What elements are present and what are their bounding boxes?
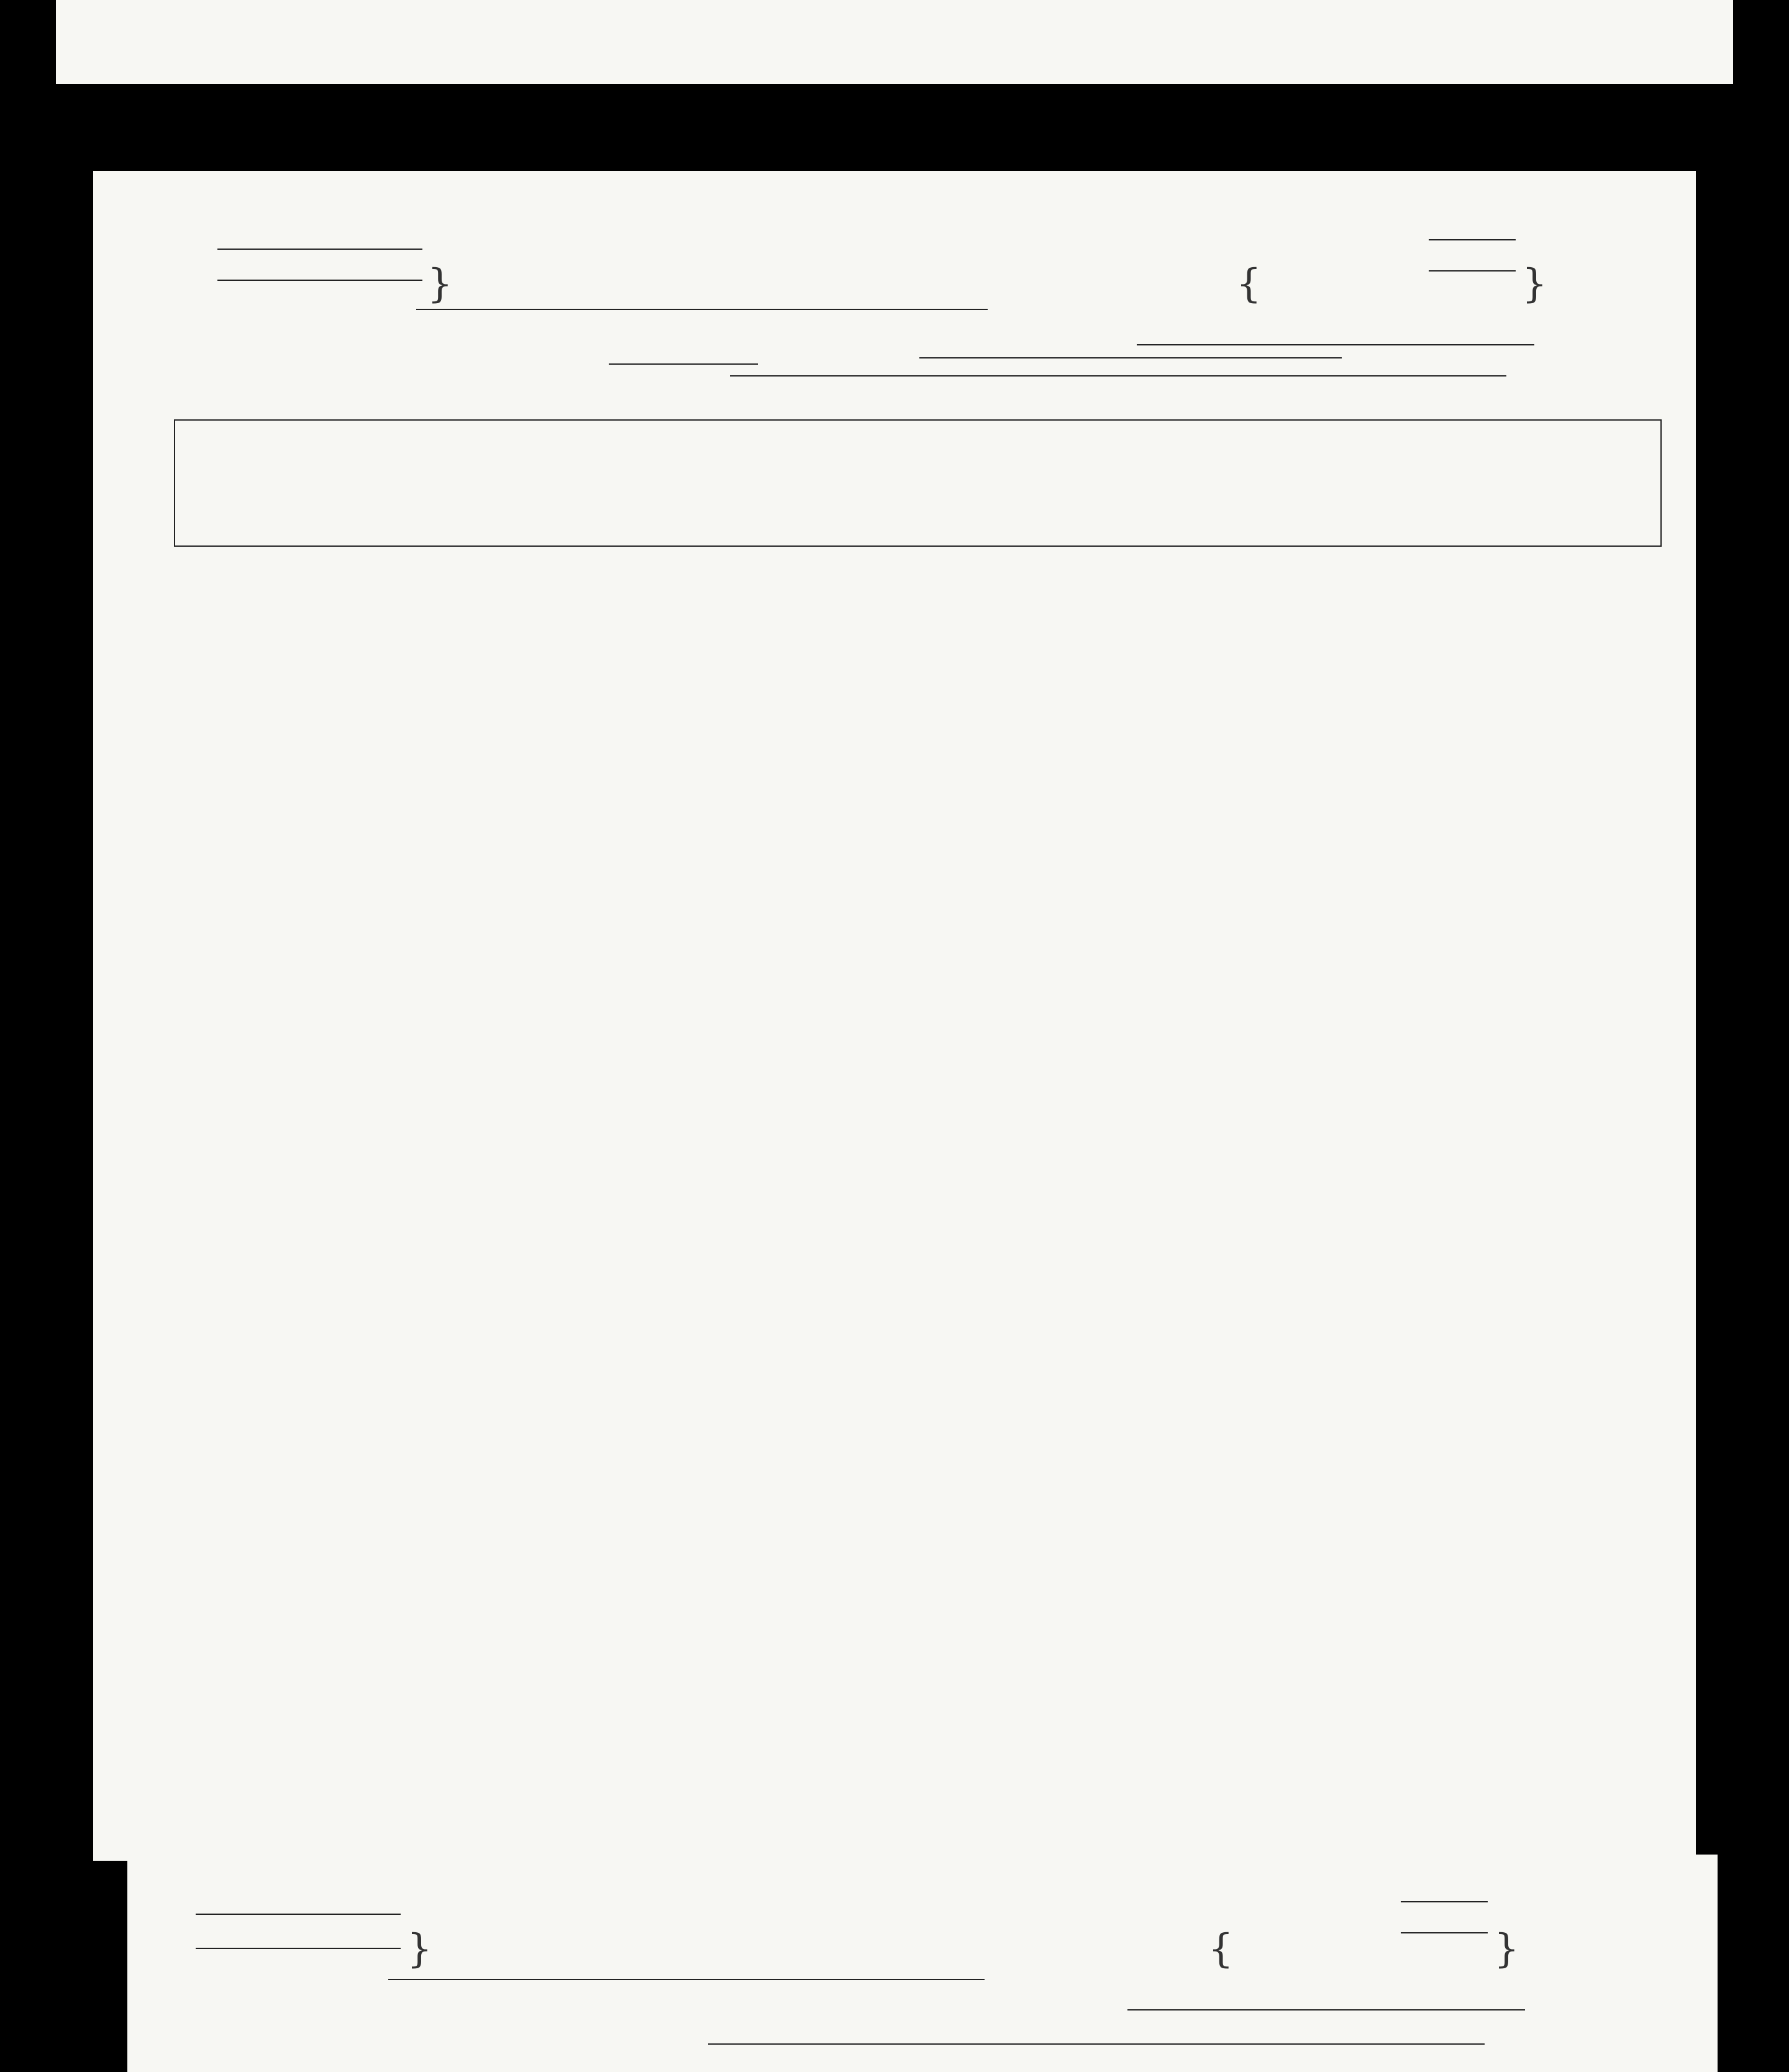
enumeration-district-value (1429, 270, 1516, 272)
brace: } (1522, 261, 1547, 307)
incorporated-line (730, 360, 1506, 377)
marital-header (676, 439, 696, 532)
census-sheet-2B (93, 171, 1696, 1861)
enumeration-district-value (1401, 1932, 1488, 1933)
brace: { (1236, 261, 1262, 307)
brace: } (427, 261, 453, 307)
free-mortgaged-header (1480, 439, 1503, 532)
owned-rented-header (1456, 439, 1480, 532)
farm-schedule-header (1527, 439, 1564, 532)
brace: { (1208, 1926, 1234, 1972)
county-value (196, 1948, 401, 1949)
institution-line (1127, 1994, 1525, 2010)
age-header (655, 439, 675, 532)
state-value (196, 1914, 401, 1915)
months-not-employed-header (1324, 439, 1349, 532)
farm-house-header (1503, 439, 1527, 532)
naturalization-header (1142, 439, 1168, 532)
incorporated-line (708, 2029, 1485, 2045)
can-read-header (1377, 439, 1401, 532)
sex-header (553, 445, 571, 532)
enumeration-day (609, 363, 758, 365)
enumerator-name (919, 357, 1342, 358)
brace: } (1494, 1926, 1519, 1972)
house-number-header (198, 464, 222, 532)
previous-sheet-fragment (56, 0, 1733, 84)
years-married-header (697, 439, 716, 532)
mother-of-header (716, 439, 733, 532)
county-value (217, 280, 422, 281)
institution-line (1137, 329, 1534, 345)
immigration-year-header (1090, 439, 1116, 532)
township-value (416, 309, 988, 310)
state-value (217, 249, 422, 250)
can-speak-english-header (1429, 439, 1454, 532)
dwelling-number-header (222, 439, 247, 532)
census-sheet-3A (127, 1855, 1718, 2072)
years-in-us-header (1116, 439, 1142, 532)
attended-school-header (1350, 439, 1375, 532)
color-header (534, 445, 553, 532)
family-number-header (247, 439, 271, 532)
column-header-band (174, 419, 1662, 547)
brace: } (407, 1926, 432, 1972)
supervisor-district-value (1401, 1901, 1488, 1902)
street-header (175, 464, 198, 532)
supervisor-district-value (1429, 239, 1516, 240)
township-value (388, 1979, 985, 1980)
can-write-header (1403, 439, 1427, 532)
children-living-header (733, 439, 750, 532)
